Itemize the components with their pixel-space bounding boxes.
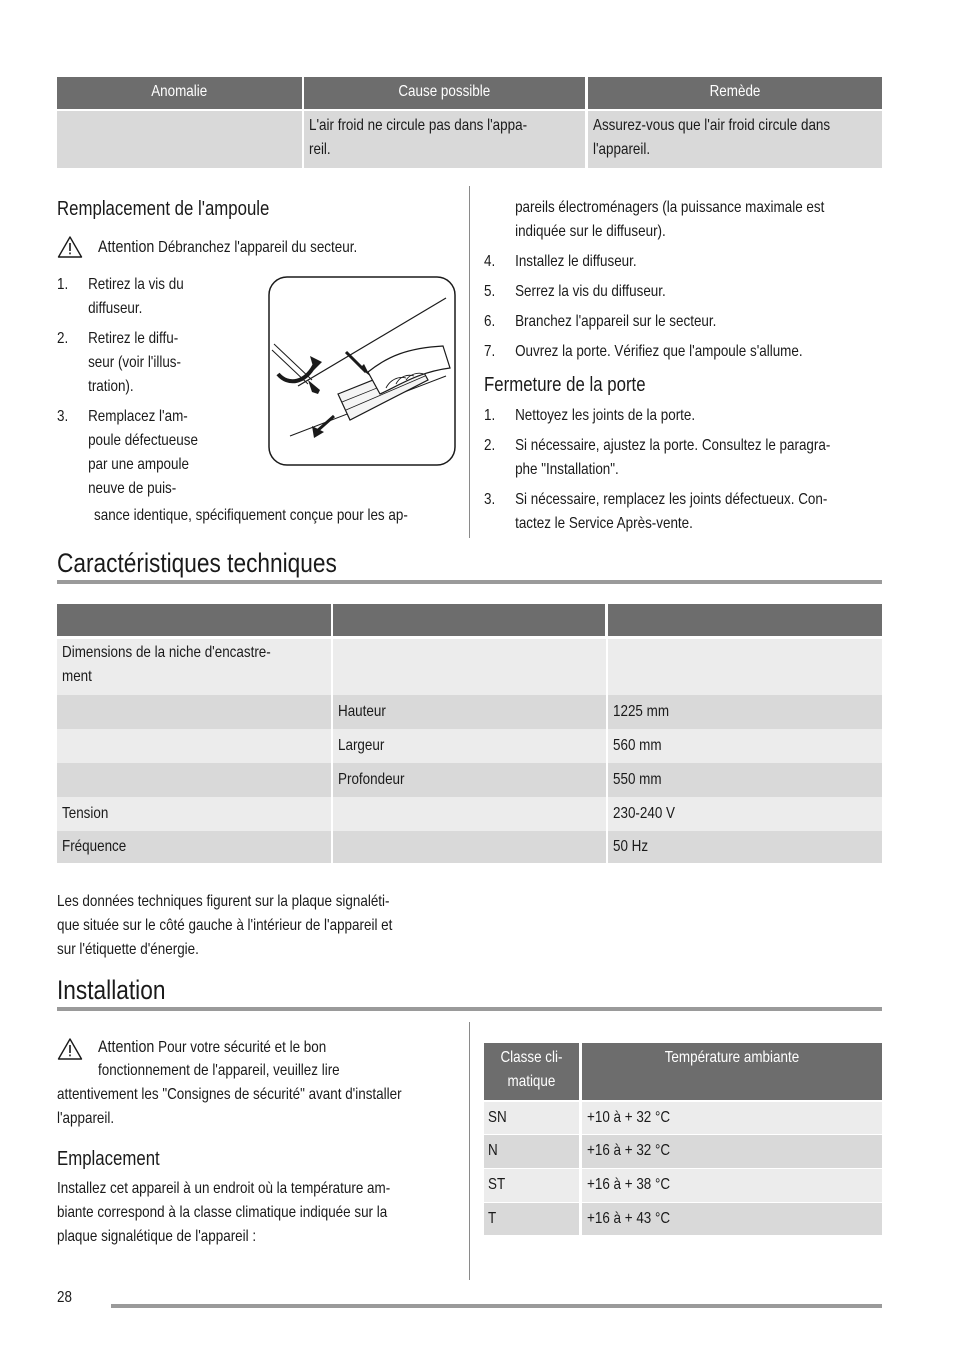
cell-line: l'appareil.: [593, 141, 651, 158]
cell-line: L'air froid ne circule pas dans l'appa-: [309, 117, 528, 134]
step-text: Branchez l'appareil sur le secteur.: [515, 313, 717, 330]
door-title: Fermeture de la porte: [484, 374, 646, 396]
paragraph-line: plaque signalétique de l'appareil :: [57, 1228, 257, 1245]
spec-label-line: Dimensions de la niche d'encastre-: [62, 644, 271, 661]
step-number: 1.: [484, 407, 496, 424]
lamp-steps-right: [484, 196, 824, 364]
table-row: [57, 763, 882, 797]
step-line: seur (voir l'illus-: [88, 354, 182, 371]
table-row: [57, 695, 882, 729]
attention-label: Attention: [98, 237, 155, 256]
step-line: Retirez le diffu-: [88, 330, 179, 347]
attention-line: attentivement les "Consignes de sécurité" avant d'installer: [57, 1086, 402, 1103]
trouble-cell-cause: [304, 111, 585, 168]
step-number: 1.: [57, 276, 69, 293]
climate-header-class: [484, 1043, 579, 1100]
table-row: [484, 1102, 882, 1134]
specs-header-cell: [608, 604, 882, 636]
page-number: 28: [57, 1289, 72, 1306]
trouble-table: [57, 77, 882, 168]
table-row: [57, 831, 882, 863]
door-steps: [484, 404, 830, 536]
spec-value: 50 Hz: [613, 838, 649, 855]
step-line: Nettoyez les joints de la porte.: [515, 407, 696, 424]
step-line: Remplacez l'am-: [88, 408, 188, 425]
note-line: sur l'étiquette d'énergie.: [57, 941, 199, 958]
step-line: phe "Installation".: [515, 461, 619, 478]
emplacement-text: [57, 1177, 390, 1249]
installation-attention: [57, 1037, 83, 1061]
step-text: Installez le diffuseur.: [515, 253, 637, 270]
step-line: poule défectueuse: [88, 432, 198, 449]
diffuser-removal-illustration: [268, 276, 456, 466]
list-item: [484, 310, 824, 334]
attention-label: Attention: [98, 1037, 155, 1056]
step-line: indiquée sur le diffuseur).: [515, 223, 666, 240]
step-number: 3.: [57, 408, 69, 425]
header-label: Cause possible: [398, 83, 491, 100]
climate-temp: +16 à + 32 °C: [587, 1142, 671, 1159]
lamp-illustration: [268, 276, 456, 466]
table-row: [57, 729, 882, 763]
specs-table: [57, 604, 882, 863]
attention-text: Pour votre sécurité et le bon: [158, 1039, 327, 1056]
specs-title-rule: [57, 580, 882, 584]
list-item: [57, 405, 198, 501]
header-label: Anomalie: [151, 83, 208, 100]
note-line: Les données techniques figurent sur la plaque signaléti-: [57, 893, 390, 910]
spec-sublabel: Profondeur: [338, 771, 405, 788]
list-item: [484, 488, 830, 536]
climate-temp: +10 à + 32 °C: [587, 1109, 671, 1126]
warning-icon: [57, 1037, 83, 1061]
table-row: [57, 639, 882, 695]
trouble-header-remede: [588, 77, 882, 109]
climate-temp: +16 à + 43 °C: [587, 1210, 671, 1227]
step-number: 4.: [484, 253, 496, 270]
step-line: tactez le Service Après-vente.: [515, 515, 693, 532]
spec-value: 560 mm: [613, 737, 662, 754]
trouble-cell-remede: [588, 111, 882, 168]
trouble-header-cause: [304, 77, 585, 109]
step-line: tration).: [88, 378, 134, 395]
step-number: 2.: [57, 330, 69, 347]
spec-label: Tension: [62, 805, 109, 822]
spec-sublabel: Largeur: [338, 737, 385, 754]
lamp-attention: [57, 235, 83, 259]
specs-note: [57, 890, 392, 962]
list-item: [484, 340, 824, 364]
step-line: Si nécessaire, ajustez la porte. Consultez le paragra-: [515, 437, 831, 454]
warning-icon: [57, 235, 83, 259]
attention-line: fonctionnement de l'appareil, veuillez lire: [98, 1062, 340, 1079]
paragraph-line: biante correspond à la classe climatique indiquée sur la: [57, 1204, 388, 1221]
step-line: sance identique, spécifiquement conçue pour les ap-: [94, 507, 408, 524]
header-line: matique: [507, 1073, 556, 1090]
step-text: Ouvrez la porte. Vérifiez que l'ampoule s'allume.: [515, 343, 803, 360]
step-text: Serrez la vis du diffuseur.: [515, 283, 666, 300]
step-number: 7.: [484, 343, 496, 360]
list-item: [57, 327, 198, 399]
emplacement-title: Emplacement: [57, 1148, 160, 1170]
climate-table: [484, 1043, 882, 1235]
step-line: neuve de puis-: [88, 480, 177, 497]
column-divider: [469, 186, 470, 538]
note-line: que située sur le côté gauche à l'intérieur de l'appareil et: [57, 917, 393, 934]
climate-temp: +16 à + 38 °C: [587, 1176, 671, 1193]
spec-value: 230-240 V: [613, 805, 676, 822]
list-item: [484, 280, 824, 304]
climate-header-temp: [582, 1043, 882, 1100]
installation-title: Installation: [57, 975, 166, 1005]
specs-title: Caractéristiques techniques: [57, 548, 337, 578]
step-number: 5.: [484, 283, 496, 300]
step-line: diffuseur.: [88, 300, 143, 317]
attention-line: l'appareil.: [57, 1110, 115, 1127]
spec-label-line: ment: [62, 668, 92, 685]
list-item: [484, 404, 830, 428]
trouble-header-anomalie: [57, 77, 302, 109]
spec-value: 1225 mm: [613, 703, 670, 720]
table-row: [484, 1169, 882, 1202]
climate-class: ST: [488, 1176, 506, 1193]
lamp-title: Remplacement de l'ampoule: [57, 198, 270, 220]
footer-rule: [111, 1304, 882, 1308]
climate-class: N: [488, 1142, 498, 1159]
paragraph-line: Installez cet appareil à un endroit où la température am-: [57, 1180, 391, 1197]
spec-sublabel: Hauteur: [338, 703, 386, 720]
spec-value: 550 mm: [613, 771, 662, 788]
list-item: [484, 434, 830, 482]
header-line: Classe cli-: [500, 1049, 563, 1066]
step-line: Retirez la vis du: [88, 276, 184, 293]
table-row: [484, 1135, 882, 1168]
cell-line: Assurez-vous que l'air froid circule dans: [593, 117, 831, 134]
column-divider: [469, 1022, 470, 1280]
step-line: par une ampoule: [88, 456, 189, 473]
installation-title-rule: [57, 1007, 882, 1011]
step-number: 2.: [484, 437, 496, 454]
step-number: 6.: [484, 313, 496, 330]
lamp-steps-left: [57, 273, 198, 501]
list-item: [484, 250, 824, 274]
list-item: [57, 273, 198, 321]
header-label: Température ambiante: [664, 1049, 800, 1066]
trouble-cell-anomalie: [57, 111, 302, 168]
step-line: pareils électroménagers (la puissance maximale est: [515, 199, 825, 216]
step-line: Si nécessaire, remplacez les joints défectueux. Con-: [515, 491, 828, 508]
step-number: 3.: [484, 491, 496, 508]
table-row: [57, 797, 882, 831]
cell-line: reil.: [309, 141, 331, 158]
climate-class: SN: [488, 1109, 507, 1126]
attention-text: Débranchez l'appareil du secteur.: [158, 239, 358, 256]
spec-label: Fréquence: [62, 838, 127, 855]
climate-class: T: [488, 1210, 497, 1227]
header-label: Remède: [709, 83, 761, 100]
specs-header-cell: [333, 604, 605, 636]
specs-header-cell: [57, 604, 331, 636]
table-row: [484, 1203, 882, 1235]
